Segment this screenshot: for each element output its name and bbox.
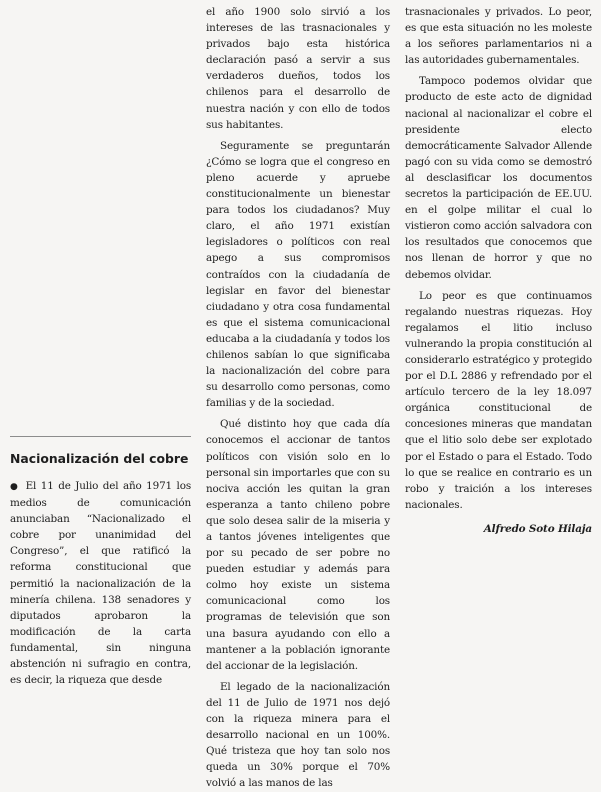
paragraph-2: Seguramente se preguntarán ¿Cómo se logra que el congreso en pleno acuerde y apruebe constitucionalmente un bienestar para todos los ciudadanos? Muy claro, el año 1971 existían legisladores o políticos con real apego a sus compromisos contraídos con la ciudadanía de legislar en favor del bienestar ciudadano y otra cosa fundamental es que el sistema comunicacional educaba a la ciudadanía y todos los chilenos sabían lo que significaba la nacionalización del cobre para su desarrollo como personas, como familias y de la sociedad. xyxy=(206,139,390,410)
paragraph-4 xyxy=(206,679,390,792)
paragraph-4-part-2: trasnacionales y privados. Lo peor, es que esta situación no les moleste a los señores parlamentarios ni a las autoridades gubernamentales. xyxy=(405,6,592,67)
lead-continuation xyxy=(206,4,390,133)
bullet-icon: ● xyxy=(10,482,20,492)
author-signature: Alfredo Soto Hilaja xyxy=(483,522,592,535)
paragraph-5: Tampoco podemos olvidar que producto de este acto de dignidad nacional al nacionalizar el cobre el presidente electo democráticamente Salvador Allende pagó con su vida como se demostró al desclasificar los documentos secretos la participación de EE.UU. en el golpe militar el cual lo vistieron como acción salvadora con los resultados que conocemos que nos llenan de horror y que no debemos olvidar. xyxy=(405,75,592,281)
article-column-1 xyxy=(10,436,191,688)
lead-paragraph xyxy=(10,478,191,688)
article-title: Nacionalización del cobre xyxy=(10,451,189,466)
paragraph-4-continuation xyxy=(405,4,592,68)
article-column-2 xyxy=(206,4,390,792)
article-column-3 xyxy=(405,4,592,537)
paragraph-4-part-1: El legado de la nacionalización del 11 de Julio de 1971 nos dejó con la riqueza minera para el desarrollo nacional en un 100%. Qué tristeza que hoy tan solo nos queda un 30% porque el 70% volvió a las manos de las xyxy=(206,680,390,790)
lead-text-part-1: El 11 de Julio del año 1971 los medios de comunicación anunciaban “Nacionalizado el cobre por unanimidad del Congreso”, el que ratificó la reforma constitucional que permitió la nacionalización de la minería chilena. 138 senadores y diputados aprobaron la modificación de la carta fundamental, sin ninguna abstención ni sufragio en contra, es decir, la riqueza que desde xyxy=(10,480,192,687)
paragraph-3: Qué distinto hoy que cada día conocemos el accionar de tantos políticos con visión solo en lo personal sin importarles que con su nociva acción les quitan la gran esperanza a tanto chileno pobre que solo desea salir de la miseria y a tantos jóvenes inteligentes que por su pecado de ser pobre no pueden estudiar y además para colmo hoy existe un sistema comunicacional como los programas de televisión que son una basura ayudando con ello a mantener a la población ignorante del accionar de la legislación. xyxy=(206,418,390,672)
section-divider xyxy=(10,436,191,437)
paragraph-6: Lo peor es que continuamos regalando nuestras riquezas. Hoy regalamos el litio incluso vulnerando la propia constitución al considerarlo estratégico y protegido por el D.L 2886 y refrendado por el artículo tercero de la ley 18.097 orgánica constitucional de concesiones mineras que mandatan que el litio solo debe ser explotado por el Estado o para el Estado. Todo lo que se realice en contrario es un robo y traición a los intereses nacionales. xyxy=(405,289,592,511)
lead-text-part-2: el año 1900 solo sirvió a los intereses de las trasnacionales y privados bajo esta histórica declaración pasó a servir a sus verdaderos dueños, todos los chilenos para el desarrollo de nuestra nación y con ello de todos sus habitantes. xyxy=(206,6,390,131)
